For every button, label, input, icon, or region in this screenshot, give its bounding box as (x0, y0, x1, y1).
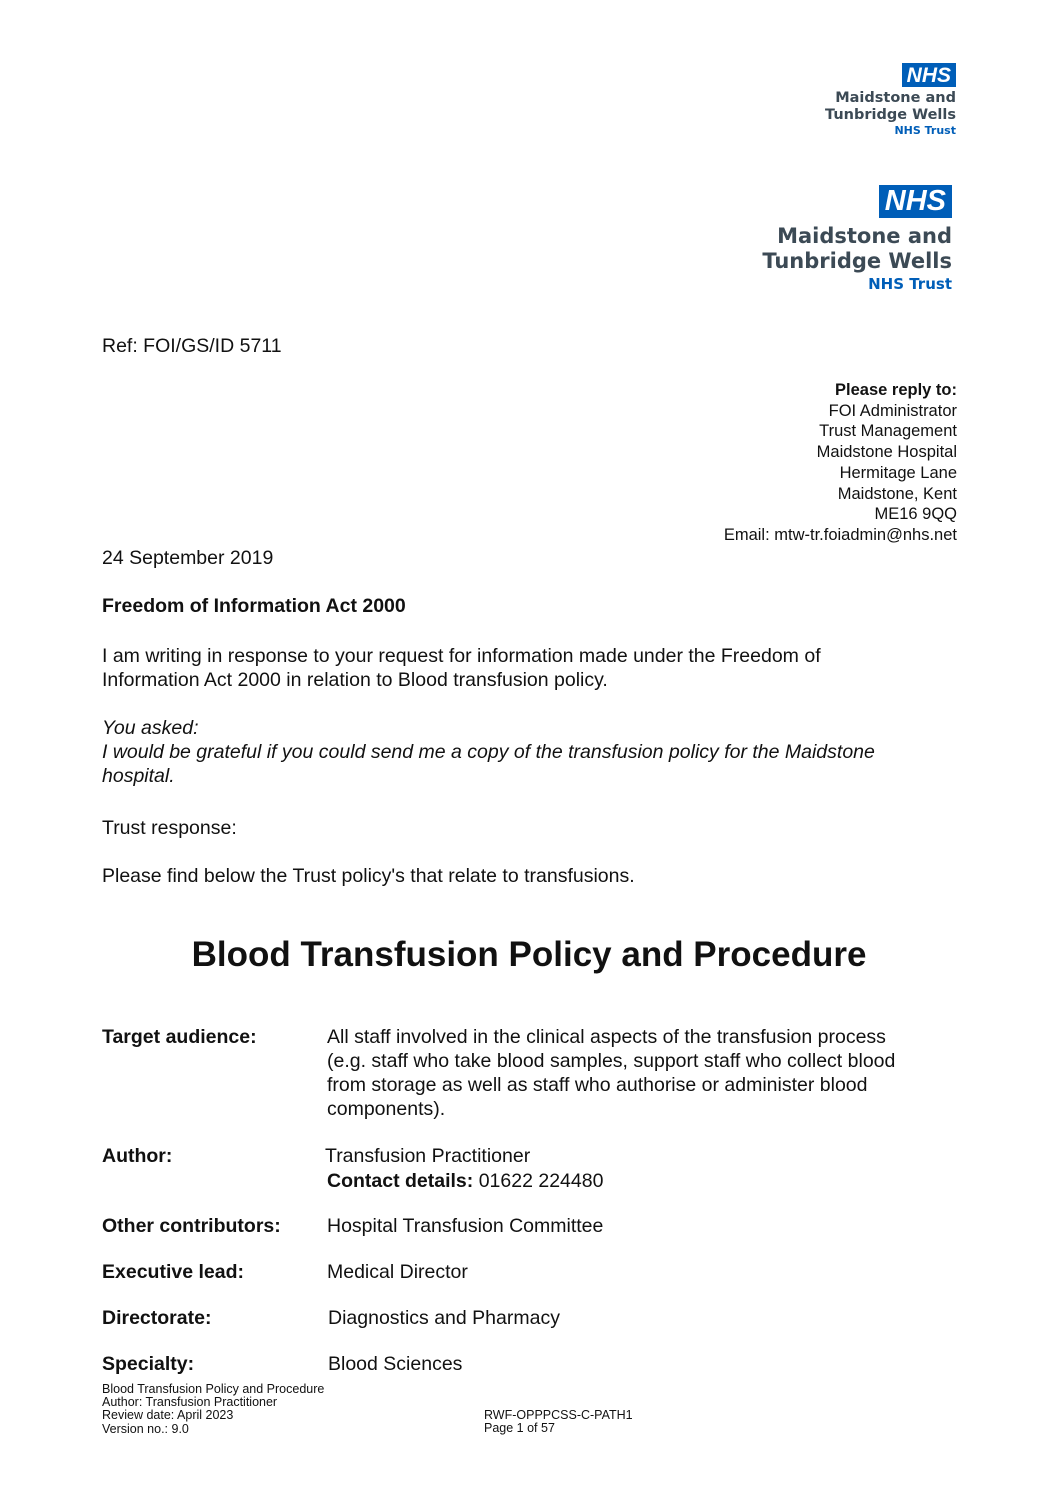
page-number: Page 1 of 57 (484, 1421, 555, 1436)
reply-line: Maidstone, Kent (837, 484, 957, 503)
author-value: Transfusion Practitioner (325, 1145, 531, 1167)
reply-line: ME16 9QQ (874, 505, 957, 524)
reply-heading: Please reply to: (835, 381, 957, 399)
target-audience-value (327, 1025, 967, 1121)
asked-label: You asked: (102, 717, 199, 739)
org-name-line1: Maidstone and (777, 224, 952, 248)
act-heading: Freedom of Information Act 2000 (102, 595, 406, 617)
specialty-label: Specialty: (102, 1353, 195, 1375)
nhs-wordmark: NHS (902, 63, 956, 87)
intro-line: I am writing in response to your request for information made under the Freedom of (102, 645, 821, 667)
policy-title: Blood Transfusion Policy and Procedure (191, 935, 867, 974)
request-quote (102, 716, 972, 788)
reply-line: Trust Management (819, 422, 957, 441)
target-line: from storage as well as staff who authorise or administer blood (327, 1074, 868, 1096)
reply-email: Email: mtw-tr.foiadmin@nhs.net (723, 525, 957, 544)
reply-line: Hermitage Lane (839, 463, 957, 482)
target-line: All staff involved in the clinical aspects of the transfusion process (327, 1026, 886, 1048)
document-code: RWF-OPPPCSS-C-PATH1 (484, 1408, 633, 1422)
contributors-value: Hospital Transfusion Committee (327, 1215, 604, 1237)
reply-line: Maidstone Hospital (816, 443, 957, 462)
target-line: components). (327, 1098, 446, 1120)
specialty-value: Blood Sciences (328, 1353, 463, 1375)
reply-line: FOI Administrator (828, 401, 957, 420)
footer-line: Review date: April 2023 (102, 1408, 234, 1423)
page-footer-left (102, 1383, 324, 1436)
contact-phone: 01622 224480 (478, 1170, 604, 1192)
reference-number: Ref: FOI/GS/ID 5711 (102, 335, 282, 357)
org-name-line2: Tunbridge Wells (762, 249, 952, 273)
org-name-line1: Maidstone and (835, 90, 956, 106)
executive-lead-label: Executive lead: (102, 1261, 244, 1283)
contact-label: Contact details: (327, 1170, 474, 1192)
trust-label: NHS Trust (868, 275, 952, 293)
nhs-logo-small (756, 63, 956, 137)
trust-response-label: Trust response: (102, 817, 237, 839)
trust-label: NHS Trust (894, 124, 956, 137)
directorate-value: Diagnostics and Pharmacy (328, 1307, 560, 1329)
letter-date: 24 September 2019 (102, 547, 274, 569)
nhs-wordmark: NHS (879, 185, 952, 218)
footer-line: Author: Transfusion Practitioner (102, 1395, 278, 1410)
asked-line: hospital. (102, 765, 175, 787)
nhs-logo-large (692, 185, 952, 293)
response-text: Please find below the Trust policy's that relate to transfusions. (102, 865, 635, 887)
author-label: Author: (102, 1145, 173, 1167)
reply-address-block (724, 380, 957, 546)
directorate-label: Directorate: (102, 1307, 212, 1329)
org-name-line2: Tunbridge Wells (825, 107, 956, 123)
contributors-label: Other contributors: (102, 1215, 281, 1237)
footer-line: Version no.: 9.0 (102, 1421, 189, 1436)
footer-line: Blood Transfusion Policy and Procedure (102, 1382, 325, 1396)
intro-paragraph (102, 644, 962, 692)
intro-line: Information Act 2000 in relation to Blood transfusion policy. (102, 669, 608, 691)
target-line: (e.g. staff who take blood samples, support staff who collect blood (327, 1050, 896, 1072)
executive-lead-value: Medical Director (327, 1261, 468, 1283)
target-audience-label: Target audience: (102, 1026, 257, 1048)
contact-details (327, 1169, 603, 1193)
page-footer-right (484, 1409, 633, 1435)
asked-line: I would be grateful if you could send me a copy of the transfusion policy for the Maidstone (102, 741, 875, 763)
